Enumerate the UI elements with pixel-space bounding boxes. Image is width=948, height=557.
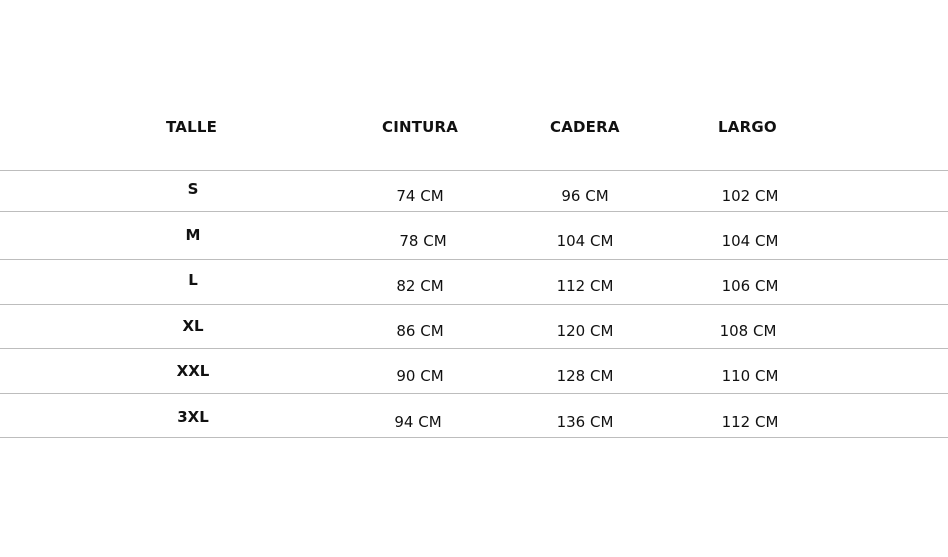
- waist-value: 78 CM: [399, 232, 447, 250]
- header-length: LARGO: [718, 118, 777, 136]
- length-value: 108 CM: [719, 322, 777, 340]
- length-value: 104 CM: [721, 232, 779, 250]
- waist-value: 86 CM: [396, 322, 444, 340]
- waist-value: 94 CM: [394, 413, 442, 431]
- hip-value: 112 CM: [556, 277, 614, 295]
- size-label: XXL: [176, 362, 210, 380]
- waist-value: 82 CM: [396, 277, 444, 295]
- length-value: 102 CM: [721, 187, 779, 205]
- size-label: 3XL: [177, 408, 209, 426]
- row-divider: [0, 393, 948, 394]
- row-divider: [0, 211, 948, 212]
- row-divider: [0, 304, 948, 305]
- hip-value: 104 CM: [556, 232, 614, 250]
- hip-value: 120 CM: [556, 322, 614, 340]
- size-label: M: [185, 226, 201, 244]
- row-divider: [0, 170, 948, 171]
- waist-value: 74 CM: [396, 187, 444, 205]
- size-label: S: [187, 180, 199, 198]
- size-label: XL: [182, 317, 204, 335]
- row-divider: [0, 348, 948, 349]
- size-label: L: [188, 271, 198, 289]
- hip-value: 128 CM: [556, 367, 614, 385]
- row-divider: [0, 259, 948, 260]
- row-divider: [0, 437, 948, 438]
- header-hip: CADERA: [550, 118, 620, 136]
- length-value: 110 CM: [721, 367, 779, 385]
- hip-value: 136 CM: [556, 413, 614, 431]
- waist-value: 90 CM: [396, 367, 444, 385]
- header-size: TALLE: [166, 118, 218, 136]
- length-value: 106 CM: [721, 277, 779, 295]
- header-waist: CINTURA: [382, 118, 459, 136]
- length-value: 112 CM: [721, 413, 779, 431]
- hip-value: 96 CM: [561, 187, 609, 205]
